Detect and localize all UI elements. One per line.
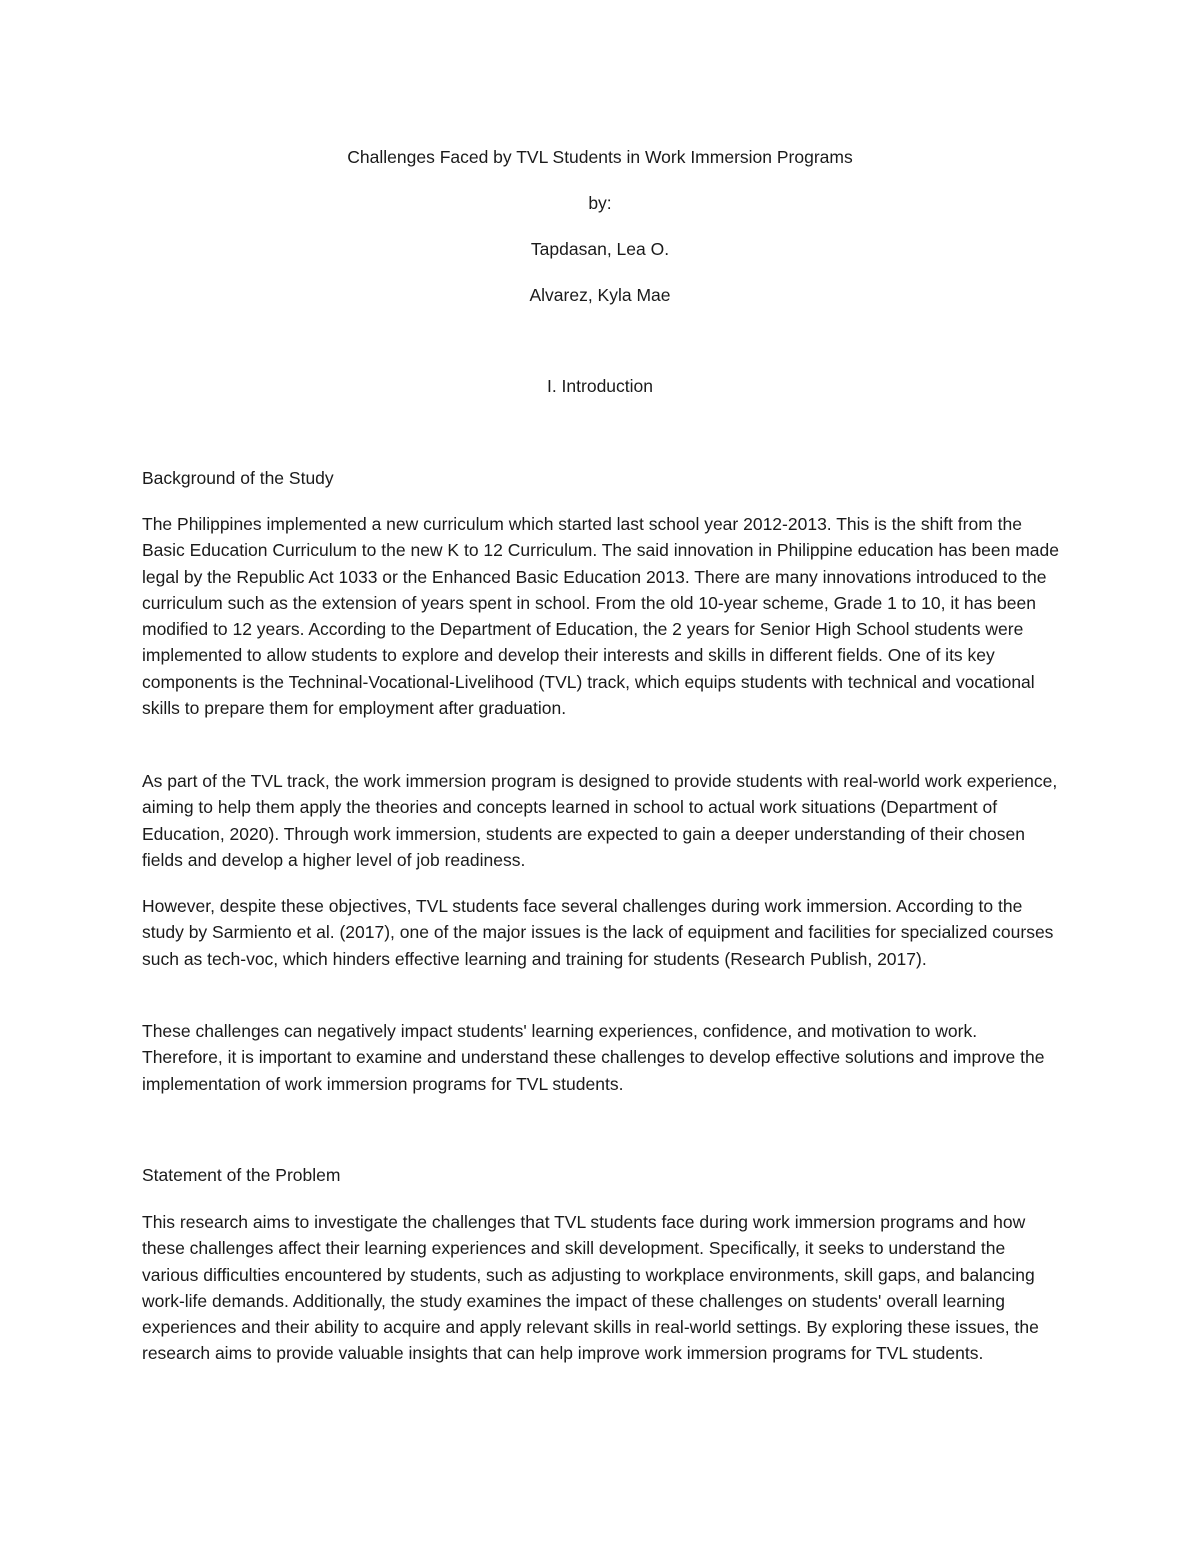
by-label: by: bbox=[588, 193, 612, 213]
background-heading: Background of the Study bbox=[142, 468, 334, 488]
background-paragraph-3: However, despite these objectives, TVL students face several challenges during work immersion. According to the study by Sarmiento et al. (2017), one of the major issues is the lack of equipment and facilities for specialized courses such as tech-voc, which hinders effective learning and training for students (Research Publish, 2017). bbox=[142, 896, 1054, 969]
author-1: Tapdasan, Lea O. bbox=[530, 239, 670, 259]
author-2: Alvarez, Kyla Mae bbox=[529, 285, 671, 305]
problem-heading: Statement of the Problem bbox=[142, 1165, 341, 1185]
background-paragraph-2: As part of the TVL track, the work immersion program is designed to provide students with real-world work experience, aiming to help them apply the theories and concepts learned in school to actual work situations (Department of Education, 2020). Through work immersion, students are expected to gain a deeper understanding of their chosen fields and develop a higher level of job readiness. bbox=[142, 771, 1058, 870]
background-paragraph-1: The Philippines implemented a new curriculum which started last school year 2012-2013. This is the shift from the Basic Education Curriculum to the new K to 12 Curriculum. The said innovation in Philippine education has been made legal by the Republic Act 1033 or the Enhanced Basic Education 2013. There are many innovations introduced to the curriculum such as the extension of years spent in school. From the old 10-year scheme, Grade 1 to 10, it has been modified to 12 years. According to the Department of Education, the 2 years for Senior High School students were implemented to allow students to explore and develop their interests and skills in different fields. One of its key components is the Techninal-Vocational-Livelihood (TVL) track, which equips students with technical and vocational skills to prepare them for employment after graduation. bbox=[142, 514, 1060, 719]
section-heading-introduction: I. Introduction bbox=[546, 376, 654, 396]
problem-paragraph-1: This research aims to investigate the challenges that TVL students face during work immersion programs and how these challenges affect their learning experiences and skill development. Specifically, it seeks to understand the various difficulties encountered by students, such as adjusting to workplace environments, skill gaps, and balancing work-life demands. Additionally, the study examines the impact of these challenges on students' overall learning experiences and their ability to acquire and apply relevant skills in real-world settings. By exploring these issues, the research aims to provide valuable insights that can help improve work immersion programs for TVL students. bbox=[142, 1212, 1039, 1364]
document-title: Challenges Faced by TVL Students in Work Immersion Programs bbox=[347, 147, 853, 167]
background-paragraph-4: These challenges can negatively impact students' learning experiences, confidence, and motivation to work. Therefore, it is important to examine and understand these challenges to develop effective solutions and improve the implementation of work immersion programs for TVL students. bbox=[142, 1021, 1045, 1094]
